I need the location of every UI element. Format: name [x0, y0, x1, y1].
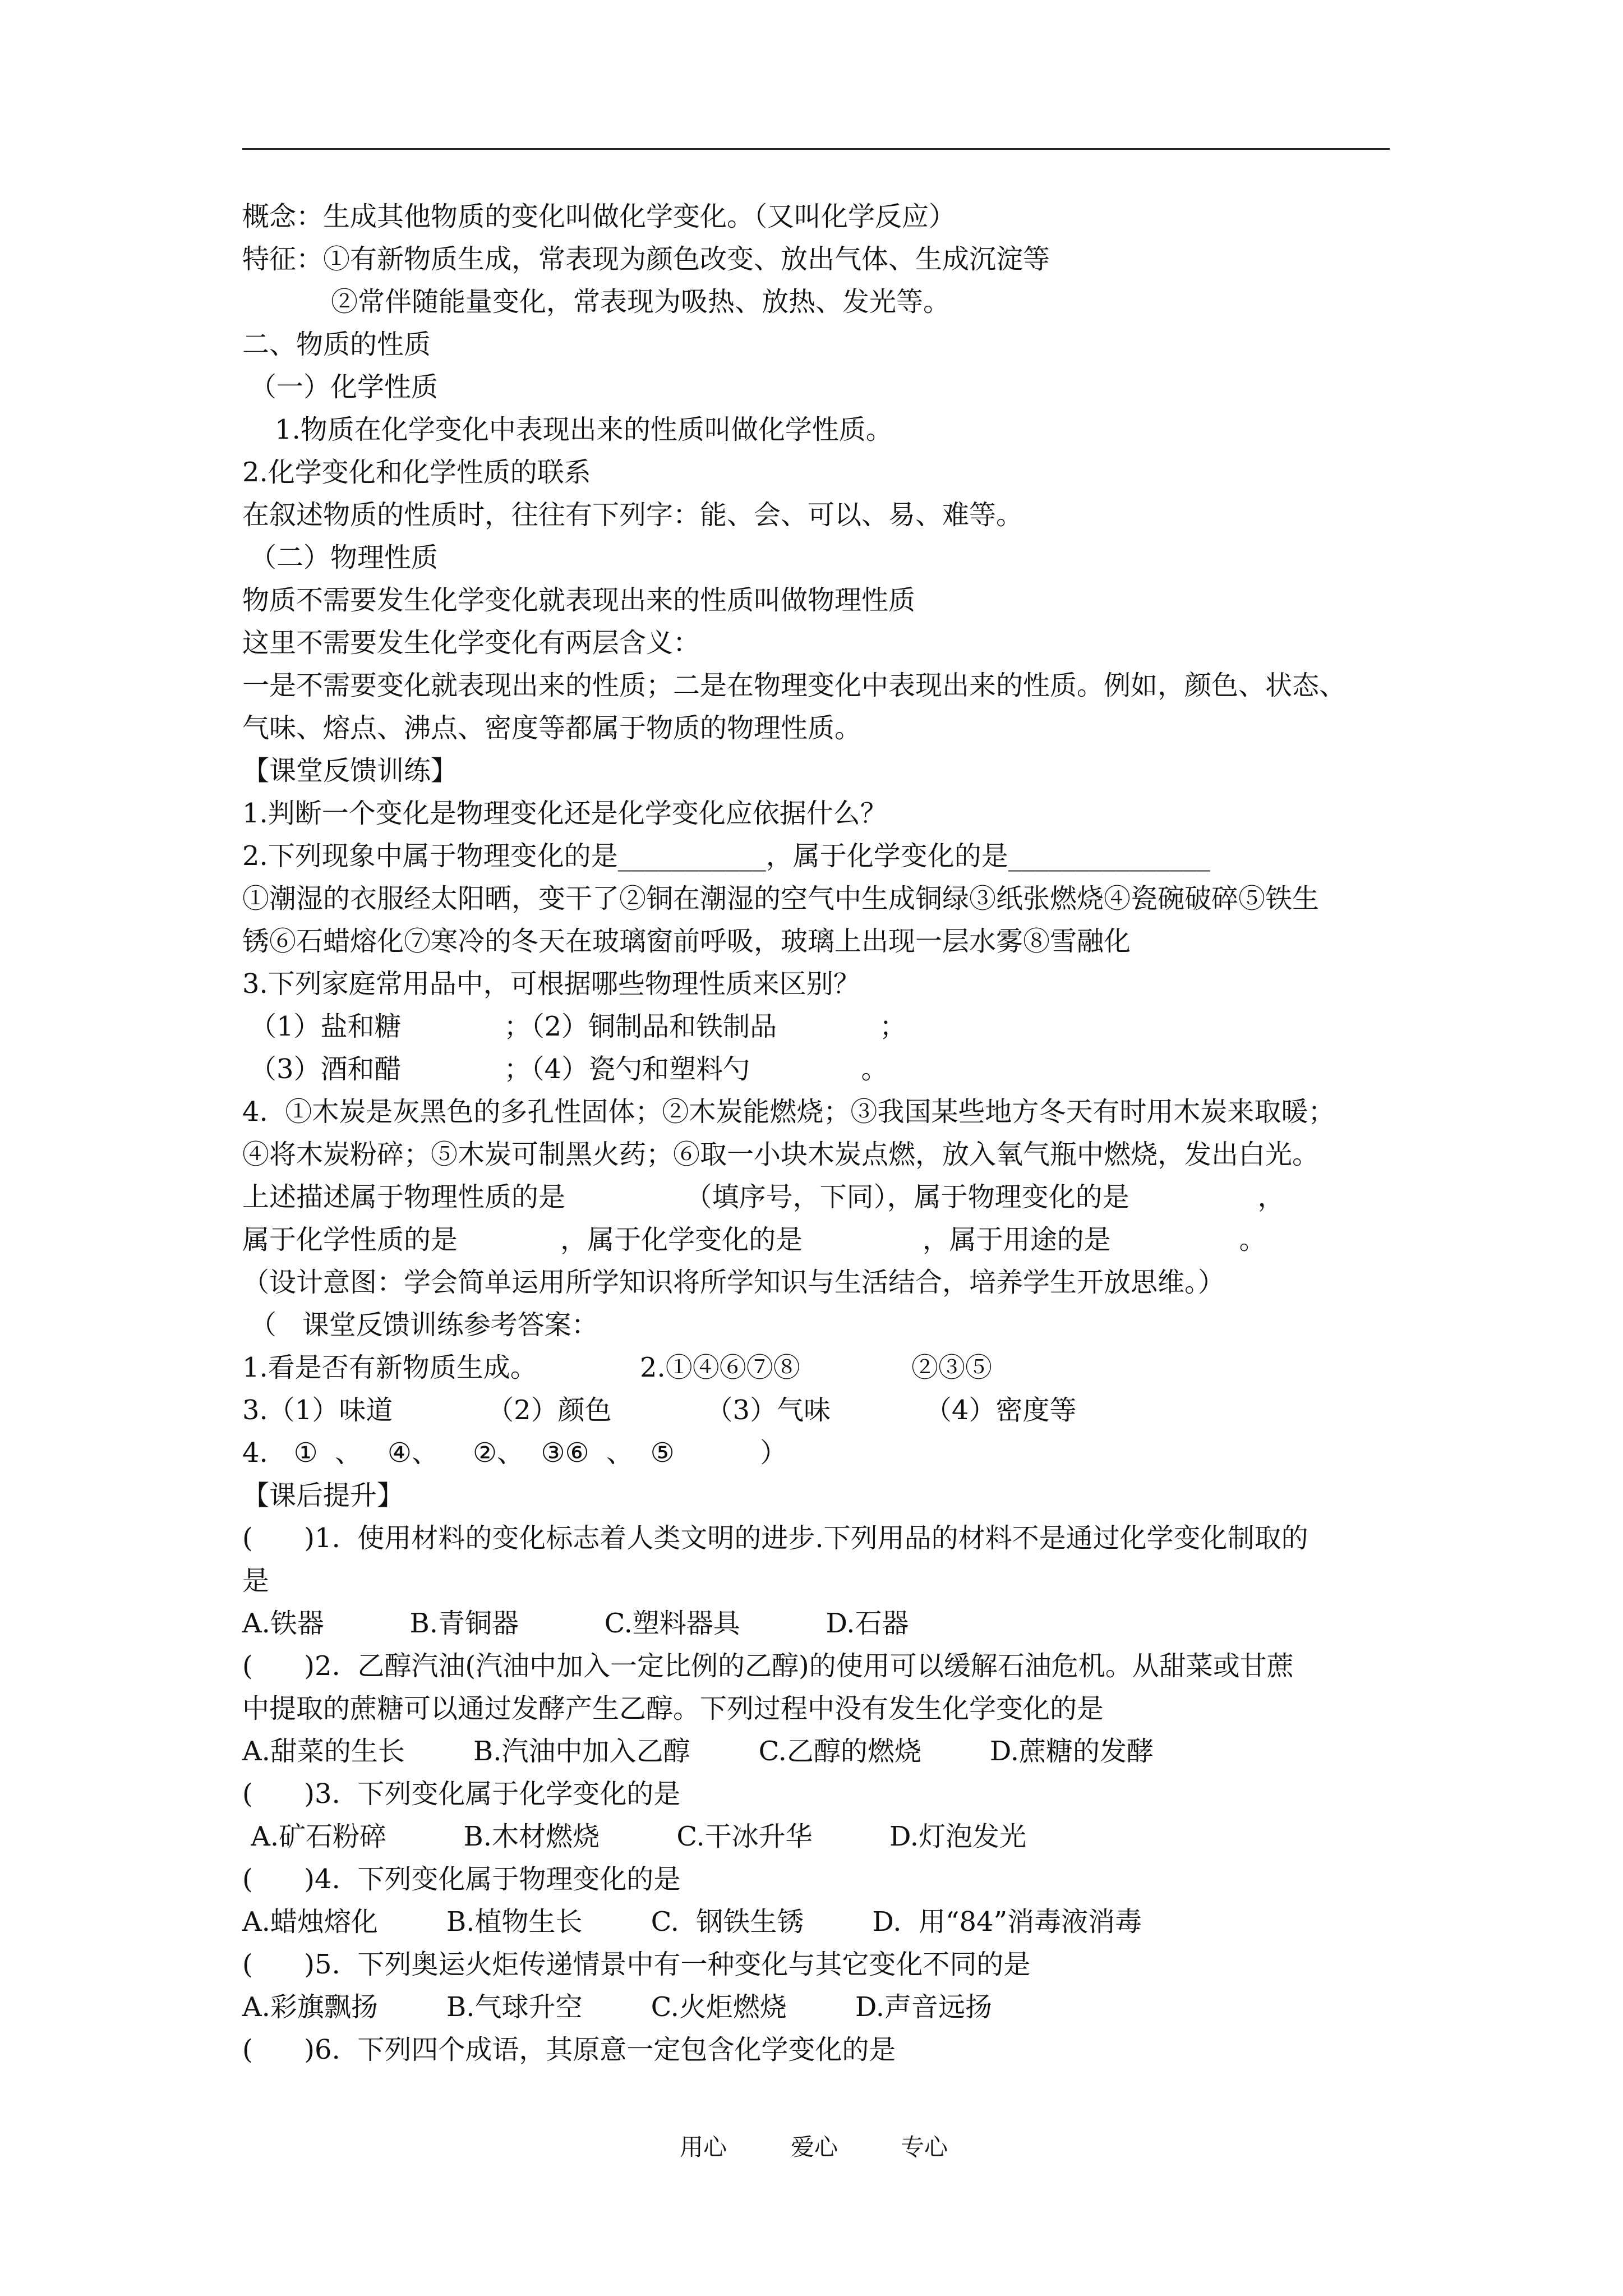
subsection-heading: （二）物理性质	[250, 542, 439, 573]
text-line: 上述描述属于物理性质的是 （填序号，下同），属于物理变化的是 ，	[242, 1181, 1285, 1213]
question-line: ( )4. 下列变化属于物理变化的是	[242, 1864, 681, 1895]
text-line: ④将木炭粉碎；⑤木炭可制黑火药；⑥取一小块木炭点燃，放入氧气瓶中燃烧，发出白光。	[242, 1139, 1320, 1170]
options-line: A.蜡烛熔化 B.植物生长 C. 钢铁生锈 D. 用“84”消毒液消毒	[242, 1906, 1142, 1938]
text-line: 属于化学性质的是 ，属于化学变化的是 ，属于用途的是 。	[242, 1224, 1266, 1255]
text-line: （3）酒和醋 ；（4）瓷勺和塑料勺 。	[250, 1053, 888, 1085]
footer-text: 用心	[680, 2133, 727, 2161]
question-line: ( )5. 下列奥运火炬传递情景中有一种变化与其它变化不同的是	[242, 1949, 1031, 1980]
text-line: 2.化学变化和化学性质的联系	[242, 457, 591, 488]
section-heading: 【课堂反馈训练】	[242, 755, 458, 786]
answer-line: 3.（1）味道 （2）颜色 （3）气味 （4）密度等	[242, 1395, 1077, 1426]
question-line: 3.下列家庭常用品中，可根据哪些物理性质来区别？	[242, 968, 860, 1000]
question-line: 2.下列现象中属于物理变化的是___________，属于化学变化的是_______________	[242, 840, 1210, 872]
text-line: 一是不需要变化就表现出来的性质；二是在物理变化中表现出来的性质。例如，颜色、状态、	[242, 670, 1347, 701]
answer-line: 4. ① 、 ④、 ②、 ③⑥ 、 ⑤ ）	[242, 1437, 787, 1469]
text-line: 是	[242, 1565, 270, 1596]
subsection-heading: （一）化学性质	[250, 371, 439, 403]
text-line: 中提取的蔗糖可以通过发酵产生乙醇。下列过程中没有发生化学变化的是	[242, 1693, 1104, 1724]
options-line: A.铁器 B.青铜器 C.塑料器具 D.石器	[242, 1608, 909, 1639]
section-heading: 【课后提升】	[242, 1480, 404, 1511]
text-line: 气味、熔点、沸点、密度等都属于物质的物理性质。	[242, 712, 862, 744]
section-heading: 二、物质的性质	[242, 329, 431, 360]
options-line: A.甜菜的生长 B.汽油中加入乙醇 C.乙醇的燃烧 D.蔗糖的发酵	[242, 1736, 1154, 1767]
question-line: ( )2. 乙醇汽油(汽油中加入一定比例的乙醇)的使用可以缓解石油危机。从甜菜或甘蔗	[242, 1650, 1294, 1682]
text-line: 物质不需要发生化学变化就表现出来的性质叫做物理性质	[242, 585, 916, 616]
text-line: （ 课堂反馈训练参考答案：	[250, 1309, 598, 1341]
text-line: 概念：生成其他物质的变化叫做化学变化。（又叫化学反应）	[242, 201, 956, 232]
text-line: 1.物质在化学变化中表现出来的性质叫做化学性质。	[275, 414, 893, 445]
options-line: A.彩旗飘扬 B.气球升空 C.火炬燃烧 D.声音远扬	[242, 1991, 992, 2023]
question-line: ( )6. 下列四个成语，其原意一定包含化学变化的是	[242, 2034, 896, 2065]
text-line: ①潮湿的衣服经太阳晒，变干了②铜在潮湿的空气中生成铜绿③纸张燃烧④瓷碗破碎⑤铁生	[242, 883, 1320, 914]
text-line: 这里不需要发生化学变化有两层含义：	[242, 627, 700, 659]
options-line: A.矿石粉碎 B.木材燃烧 C.干冰升华 D.灯泡发光	[242, 1821, 1026, 1852]
question-line: 4. ①木炭是灰黑色的多孔性固体；②木炭能燃烧；③我国某些地方冬天有时用木炭来取暖；	[242, 1096, 1335, 1128]
answer-line: 1.看是否有新物质生成。 2.①④⑥⑦⑧ ②③⑤	[242, 1352, 993, 1383]
text-line: （1）盐和糖 ；（2）铜制品和铁制品 ；	[250, 1011, 907, 1042]
text-line: 在叙述物质的性质时，往往有下列字：能、会、可以、易、难等。	[242, 499, 1023, 531]
text-line: 锈⑥石蜡熔化⑦寒冷的冬天在玻璃窗前呼吸，玻璃上出现一层水雾⑧雪融化	[242, 926, 1131, 957]
footer-text: 专心	[901, 2133, 948, 2161]
question-line: ( )1. 使用材料的变化标志着人类文明的进步.下列用品的材料不是通过化学变化制取的	[242, 1522, 1308, 1554]
question-line: 1.判断一个变化是物理变化还是化学变化应依据什么？	[242, 798, 887, 829]
header-rule	[242, 148, 1390, 150]
footer-text: 爱心	[791, 2133, 838, 2161]
text-line: 特征：①有新物质生成，常表现为颜色改变、放出气体、生成沉淀等	[242, 243, 1050, 275]
text-line: ②常伴随能量变化，常表现为吸热、放热、发光等。	[331, 286, 951, 318]
text-line: （设计意图：学会简单运用所学知识将所学知识与生活结合，培养学生开放思维。）	[242, 1267, 1225, 1298]
question-line: ( )3. 下列变化属于化学变化的是	[242, 1778, 681, 1810]
